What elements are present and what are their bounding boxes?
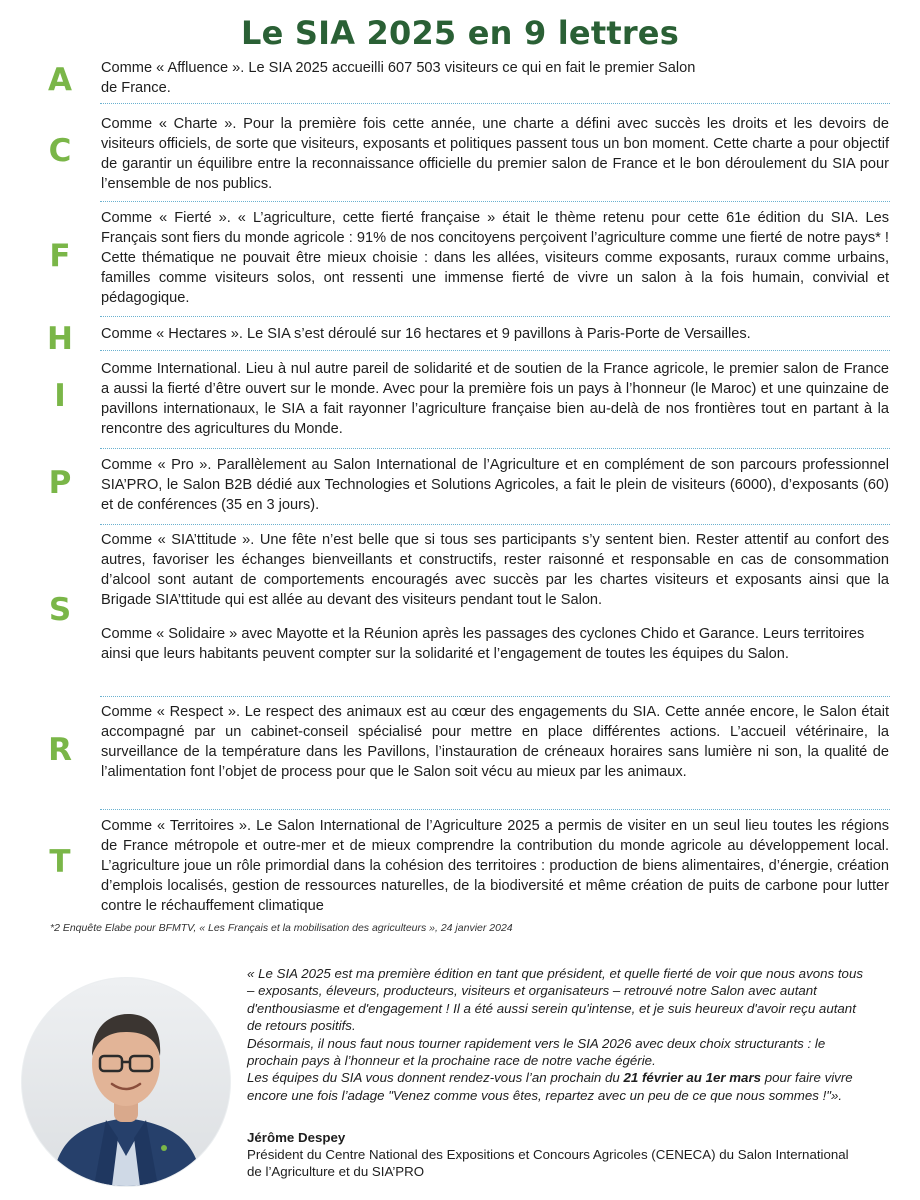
entry-territoires: Comme « Territoires ». Le Salon International de l’Agriculture 2025 a permis de visiter en un seul lieu toutes les régions de France métropole et outre-mer et de mieux comprendre la contribution du monde agricole au développement local. L’agriculture joue un rôle primordial dans la cohésion des territoires : production de biens alimentaires, d’énergie, création d’emplois localisés, gestion de ressources naturelles, de la biodiversité et même création de puits de carbone pour lutter contre le réchauffement climatique — [101, 818, 889, 914]
quote-part-2: Désormais, il nous faut nous tourner rapidement vers le SIA 2026 avec deux choix structurants : le prochain pays à l’honneur et la prochaine race de notre vache égérie. — [247, 1035, 826, 1069]
letter-h: H — [47, 321, 73, 357]
entry-affluence: Comme « Affluence ». Le SIA 2025 accueilli 607 503 visiteurs ce qui en fait le premier Salon de France. — [101, 60, 696, 96]
quote-part-3-after: pour faire vivre encore une fois l’adage "Venez comme vous êtes, repartez avec un peu de ce que nous sommes !"». — [247, 1070, 853, 1103]
quote-dates: 21 février au 1er mars — [623, 1070, 762, 1086]
entry-fierte: Comme « Fierté ». « L’agriculture, cette fierté française » était le thème retenu pour cette 61e édition du SIA. Les Français sont fiers du monde agricole : 91% de nos concitoyens perçoivent l’agriculture comme une fierté de notre pays* ! Cette thématique ne pouvait être mieux choisie : dans les allées, visiteurs comme exposants, ruraux comme urbains, familles comme visiteurs solos, ont ressenti une immense fierté de vivre un salon à la fois humain, convivial et pédagogique. — [101, 210, 889, 306]
quote-part-3-before: Les équipes du SIA vous donnent rendez-vous l’an prochain du — [247, 1070, 624, 1086]
entry-respect: Comme « Respect ». Le respect des animaux est au cœur des engagements du SIA. Cette année encore, le Salon était accompagné par un cabinet-conseil spécialisé pour mettre en place différentes actions. L’accueil vétérinaire, la surveillance de la température dans les Pavillons, l’instauration de créneaux horaires sans lumière ni son, la qualité de l’alimentation font l’objet de process pour que le Salon soit vécu au mieux par les animaux. — [101, 704, 889, 780]
separator — [100, 103, 890, 104]
entry-hectares: Comme « Hectares ». Le SIA s’est déroulé sur 16 hectares et 9 pavillons à Paris-Porte de Versailles. — [101, 326, 751, 342]
signature-role: Président du Centre National des Expositions et Concours Agricoles (CENECA) du Salon International de l’Agriculture et du SIA’PRO — [247, 1147, 849, 1179]
entry-pro: Comme « Pro ». Parallèlement au Salon International de l’Agriculture et en complément de son parcours professionnel SIA’PRO, le Salon B2B dédié aux Technologies et Solutions Agricoles, a fait le plein de visiteurs (6000), d’exposants (60) et de conférences (35 en 3 jours). — [101, 457, 889, 513]
separator — [100, 696, 890, 697]
letter-t: T — [49, 844, 71, 880]
entry-solidaire: Comme « Solidaire » avec Mayotte et la Réunion après les passages des cyclones Chido et Garance. Leurs territoires ainsi que leurs habitants peuvent compter sur la solidarité et l’engagement de toutes les équipes du Salon. — [101, 626, 865, 662]
letter-f: F — [49, 238, 71, 274]
page-title: Le SIA 2025 en 9 lettres — [241, 14, 679, 52]
president-quote — [247, 965, 867, 1104]
letter-i: I — [54, 378, 66, 414]
portrait-illustration — [22, 978, 230, 1186]
letter-r: R — [48, 732, 72, 768]
entry-charte: Comme « Charte ». Pour la première fois cette année, une charte a défini avec succès les droits et les devoirs de visiteurs officiels, de sorte que visiteurs, exposants et politiques passent tous un bon moment. Cette charte a pour objectif de garantir un équilibre entre la reconnaissance officielle du premier salon de France et le bon déroulement du SIA pour l’ensemble de nos publics. — [101, 116, 889, 192]
separator — [100, 316, 890, 317]
letter-c: C — [48, 133, 72, 169]
entry-international: Comme International. Lieu à nul autre pareil de solidarité et de soutien de la France agricole, le premier salon de France a aussi la fierté d’être ouvert sur le monde. Avec pour la première fois un pays à l’honneur (le Maroc) et une quinzaine de pavillons internationaux, le SIA a fait rayonner l’agriculture française bien au-delà de nos frontières tout en partant à la rencontre des agricultures du Monde. — [101, 361, 889, 437]
entry-siattitude: Comme « SIA’ttitude ». Une fête n’est belle que si tous ses participants s’y sentent bien. Rester attentif au confort des autres, favoriser les échanges bienveillants et constructifs, rester raisonné et responsable en cas de consommation d’alcool sont autant de comportements encouragés avec succès par les chartes visiteurs et exposants ainsi que la Brigade SIA’ttitude qui est allée au devant des visiteurs pendant tout le Salon. — [101, 532, 889, 608]
footnote: *2 Enquête Elabe pour BFMTV, « Les Français et la mobilisation des agriculteurs », 24 janvier 2024 — [50, 922, 513, 934]
separator — [100, 809, 890, 810]
separator — [100, 201, 890, 202]
separator — [100, 448, 890, 449]
president-portrait — [22, 978, 230, 1186]
quote-part-1: « Le SIA 2025 est ma première édition en tant que président, et quelle fierté de voir que nous avons tous – exposants, éleveurs, producteurs, visiteurs et organisateurs – retrouvé notre Salon avec autant d'enthousiasme et d'engagement ! Il a été aussi serein qu'intense, et je suis heureux d'avoir reçu autant de retours positifs. — [247, 966, 863, 1034]
letter-s: S — [48, 592, 72, 628]
letter-a: A — [48, 62, 72, 98]
separator — [100, 350, 890, 351]
separator — [100, 524, 890, 525]
signature-name: Jérôme Despey — [247, 1130, 346, 1145]
letter-p: P — [48, 465, 72, 501]
